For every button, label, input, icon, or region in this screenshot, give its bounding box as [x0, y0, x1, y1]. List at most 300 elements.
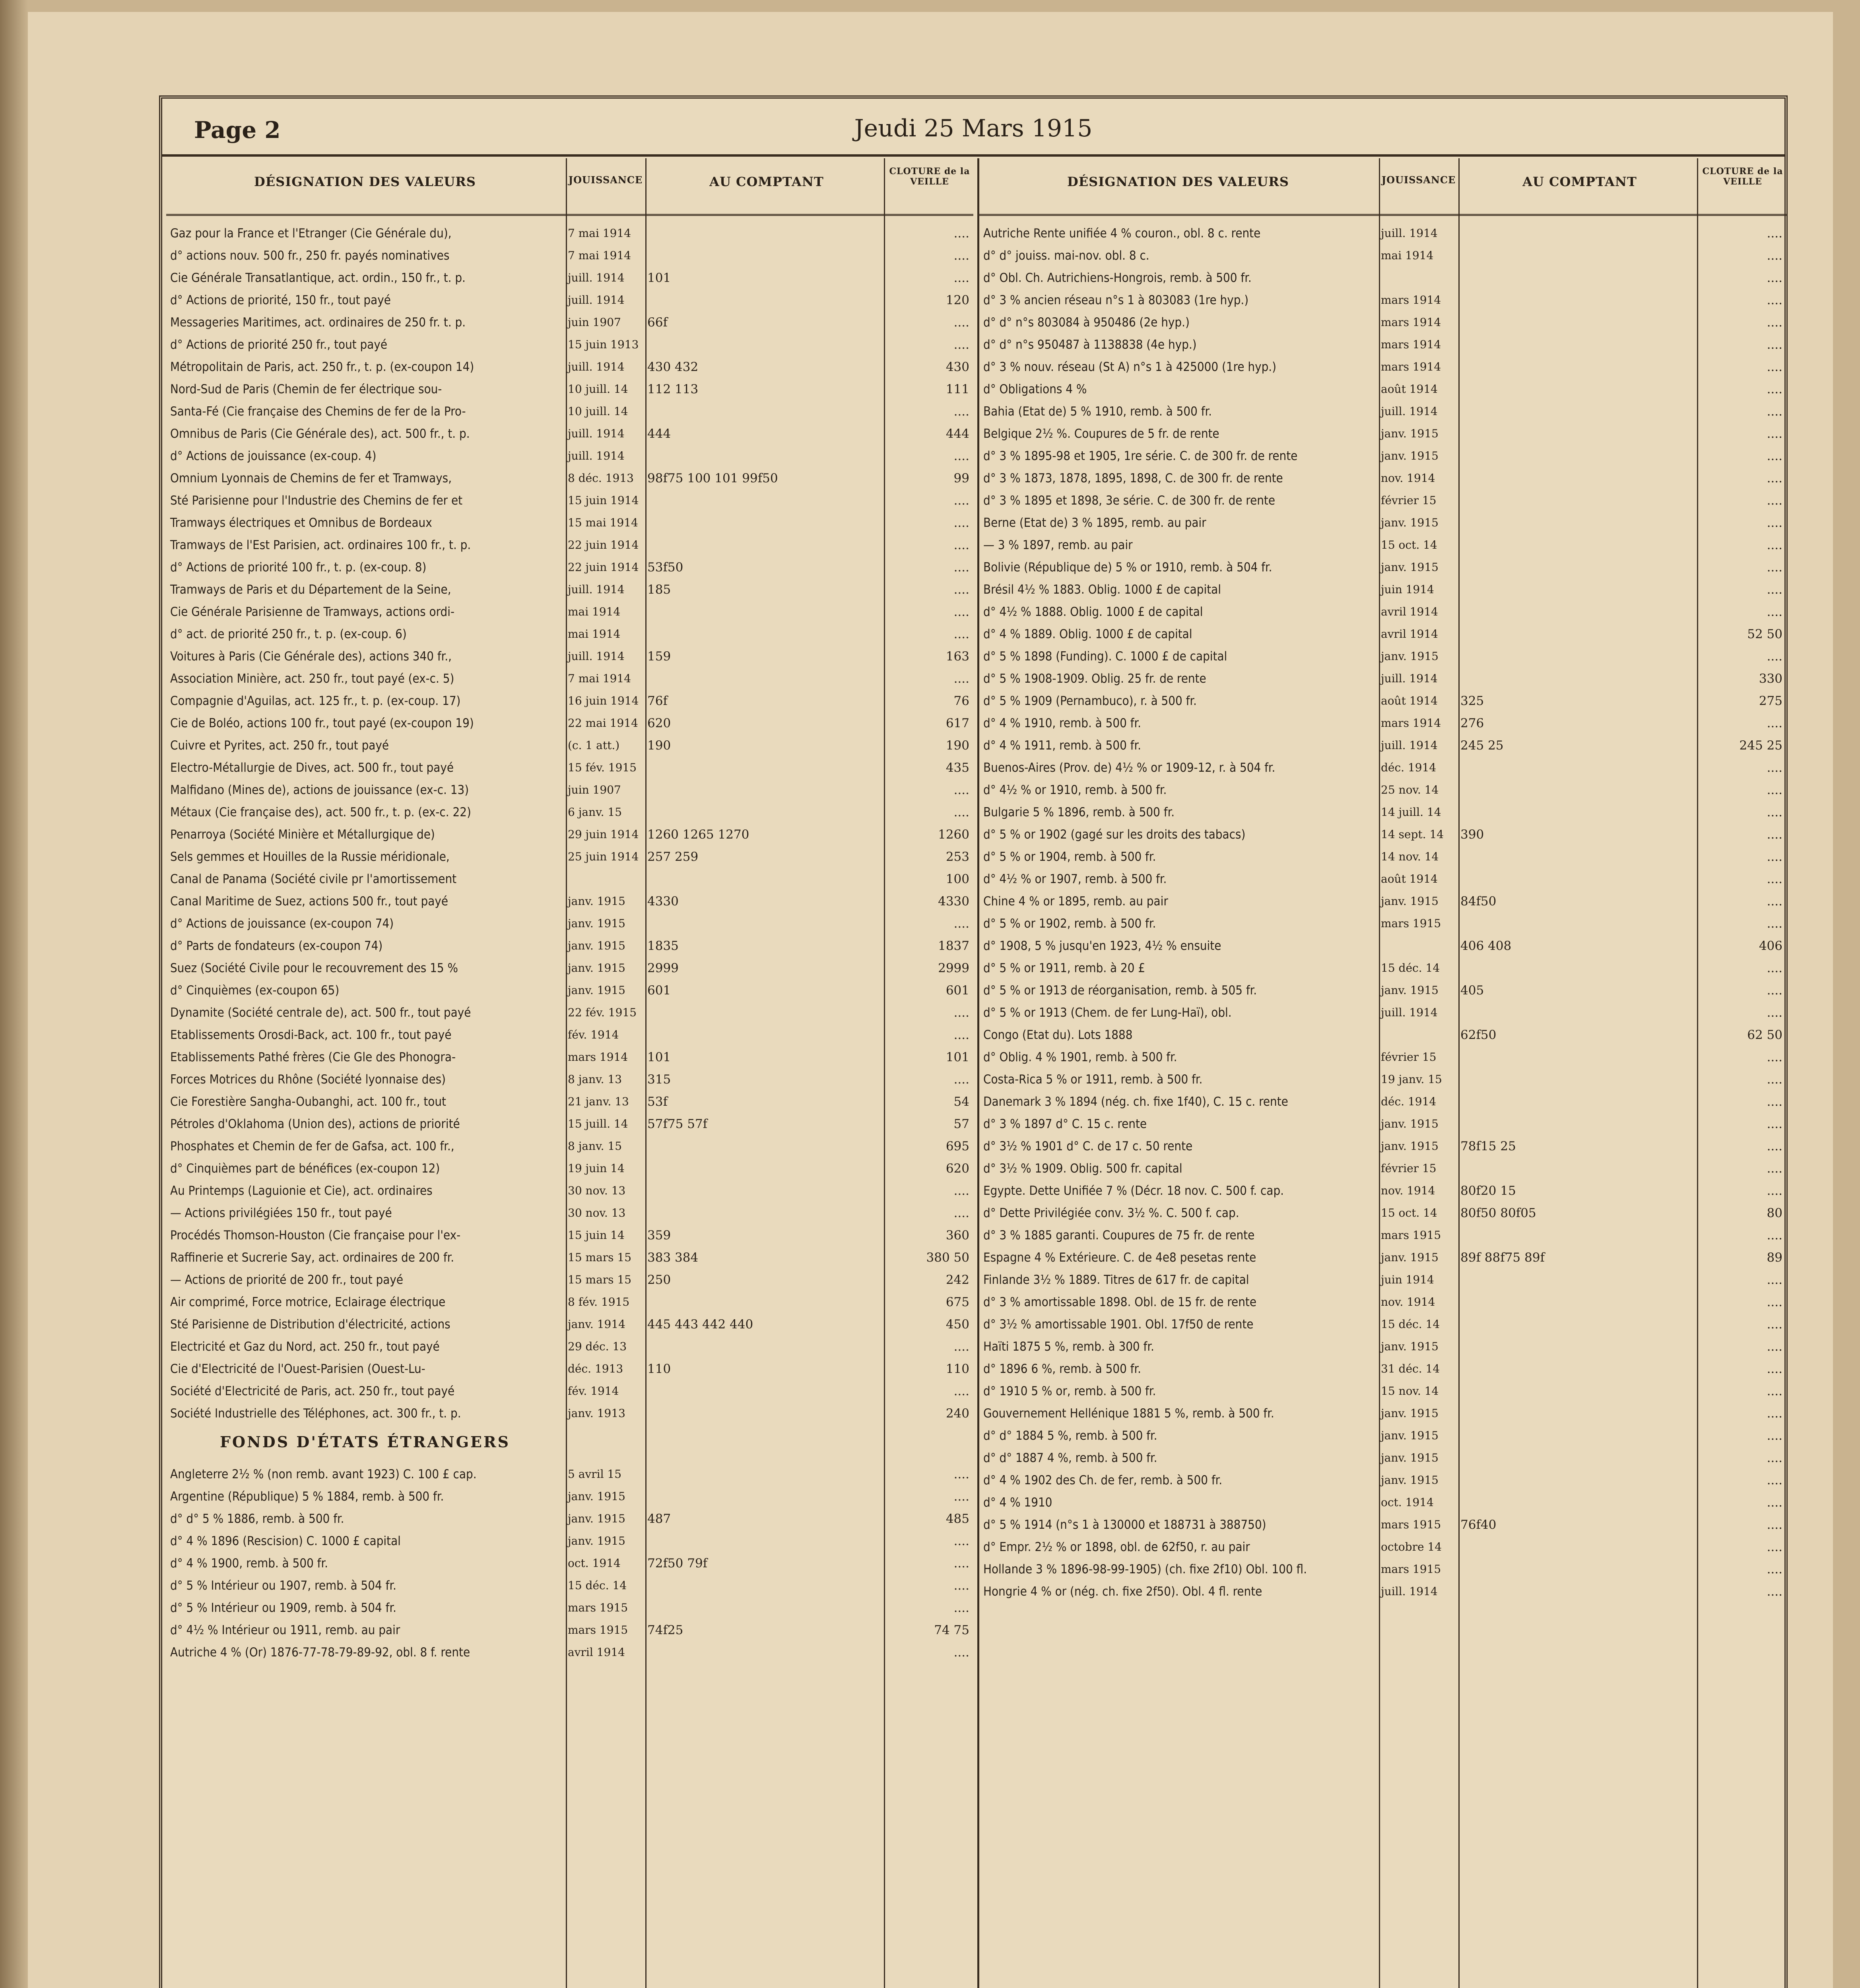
cloture-cell: .... [953, 338, 969, 352]
comptant-cell [643, 916, 882, 931]
jouissance-cell: mars 1914 [1381, 338, 1441, 351]
table-row [979, 738, 1786, 753]
designation-cell: d° 1908, 5 % jusqu'en 1923, 4½ % ensuite [983, 939, 1221, 953]
cloture-cell: .... [1767, 560, 1782, 575]
cloture-cell: 406 [1759, 939, 1782, 953]
cloture-cell: 2999 [938, 961, 969, 975]
comptant-cell [643, 872, 882, 887]
cloture-cell: .... [953, 516, 969, 530]
cloture-cell: .... [953, 783, 969, 797]
table-row [166, 226, 973, 241]
comptant-cell [1456, 1584, 1695, 1599]
designation-cell: Association Minière, act. 250 fr., tout payé (ex-c. 5) [170, 672, 454, 686]
table-row [166, 1489, 973, 1504]
jouissance-cell: janv. 1915 [568, 984, 625, 997]
table-row [979, 1050, 1786, 1065]
comptant-cell [1456, 1050, 1695, 1065]
designation-cell: Bolivie (République de) 5 % or 1910, remb. à 504 fr. [983, 560, 1272, 575]
comptant-cell [643, 248, 882, 263]
jouissance-cell: janv. 1914 [568, 1318, 625, 1331]
jouissance-cell: 15 oct. 14 [1381, 538, 1437, 551]
jouissance-cell: juill. 1914 [568, 271, 625, 284]
table-row [979, 894, 1786, 909]
designation-cell: d° d° 1887 4 %, remb. à 500 fr. [983, 1451, 1157, 1465]
cloture-cell: .... [1767, 1139, 1782, 1153]
cloture-cell: .... [1767, 1584, 1782, 1599]
comptant-cell [643, 1161, 882, 1176]
table-row [166, 916, 973, 931]
table-row [979, 404, 1786, 419]
designation-cell: d° 1910 5 % or, remb. à 500 fr. [983, 1384, 1156, 1398]
table-row [166, 894, 973, 909]
cloture-cell: 601 [946, 983, 969, 998]
designation-cell: Nord-Sud de Paris (Chemin de fer électrique sou- [170, 382, 442, 396]
jouissance-cell: 7 mai 1914 [568, 227, 631, 240]
cloture-cell: .... [1767, 761, 1782, 775]
jouissance-cell: janv. 1915 [1381, 1451, 1439, 1464]
jouissance-cell: mars 1914 [1381, 360, 1441, 373]
cloture-cell: 360 [946, 1228, 969, 1242]
jouissance-cell: 10 juill. 14 [568, 382, 628, 396]
comptant-cell [1456, 1473, 1695, 1488]
designation-cell: d° 3½ % amortissable 1901. Obl. 17f50 de rente [983, 1317, 1254, 1332]
table-row [166, 493, 973, 508]
comptant-cell [1456, 1495, 1695, 1510]
comptant-cell [1456, 1072, 1695, 1087]
designation-cell: Tramways de l'Est Parisien, act. ordinaires 100 fr., t. p. [170, 538, 471, 552]
cloture-cell: 99 [953, 471, 969, 485]
comptant-cell [1456, 1406, 1695, 1421]
table-row [979, 872, 1786, 887]
designation-cell: Bahia (Etat de) 5 % 1910, remb. à 500 fr. [983, 404, 1212, 419]
designation-cell: Angleterre 2½ % (non remb. avant 1923) C. 100 £ cap. [170, 1467, 477, 1481]
comptant-cell [1456, 1361, 1695, 1376]
cloture-cell: .... [1767, 404, 1782, 419]
cloture-cell: .... [1767, 1006, 1782, 1020]
cloture-cell: .... [953, 493, 969, 508]
table-row [979, 1250, 1786, 1265]
cloture-cell: .... [953, 315, 969, 330]
jouissance-cell: déc. 1914 [1381, 761, 1437, 774]
cloture-cell: .... [1767, 1451, 1782, 1465]
comptant-cell [1456, 1562, 1695, 1577]
table-row [979, 1339, 1786, 1354]
cloture-cell: .... [1767, 1072, 1782, 1087]
comptant-cell: 101 [647, 1050, 671, 1064]
designation-cell: d° 5 % Intérieur ou 1909, remb. à 504 fr. [170, 1601, 396, 1615]
cloture-cell: 52 50 [1747, 627, 1782, 641]
table-row [166, 1623, 973, 1638]
cloture-cell: .... [1767, 783, 1782, 797]
cloture-cell: .... [1767, 1117, 1782, 1131]
table-row [979, 1206, 1786, 1221]
jouissance-cell: (c. 1 att.) [568, 739, 620, 752]
cloture-cell: .... [1767, 649, 1782, 664]
comptant-cell [1456, 1450, 1695, 1466]
designation-cell: d° 4 % 1911, remb. à 500 fr. [983, 738, 1141, 753]
comptant-cell [643, 1534, 882, 1549]
designation-cell: Autriche Rente unifiée 4 % couron., obl. 8 c. rente [983, 226, 1261, 241]
jouissance-cell: janv. 1915 [568, 961, 625, 975]
designation-cell: — 3 % 1897, remb. au pair [983, 538, 1133, 552]
comptant-cell: 601 [647, 983, 671, 998]
jouissance-cell: 8 fév. 1915 [568, 1295, 630, 1309]
cloture-cell: .... [953, 1534, 969, 1548]
comptant-cell: 84f50 [1460, 894, 1497, 909]
cloture-cell: .... [1767, 1384, 1782, 1398]
designation-cell: d° Actions de priorité, 150 fr., tout payé [170, 293, 391, 307]
jouissance-cell: 15 nov. 14 [1381, 1384, 1439, 1398]
comptant-cell: 74f25 [647, 1623, 683, 1637]
designation-cell: d° Actions de jouissance (ex-coup. 4) [170, 449, 377, 463]
jouissance-cell: juill. 1914 [568, 449, 625, 462]
cloture-cell: .... [1767, 872, 1782, 886]
designation-cell: d° 4 % 1902 des Ch. de fer, remb. à 500 fr. [983, 1473, 1223, 1487]
designation-cell: d° 4½ % or 1910, remb. à 500 fr. [983, 783, 1167, 797]
jouissance-cell: mars 1914 [1381, 293, 1441, 307]
jouissance-cell: déc. 1914 [1381, 1095, 1437, 1108]
table-row [979, 1361, 1786, 1376]
comptant-cell [643, 1295, 882, 1310]
cloture-cell: .... [1767, 1362, 1782, 1376]
jouissance-cell: mars 1915 [1381, 1563, 1441, 1576]
designation-cell: Espagne 4 % Extérieure. C. de 4e8 pesetas rente [983, 1250, 1256, 1265]
header-jouissance: JOUISSANCE [1381, 174, 1456, 186]
designation-cell: Cie Générale Transatlantique, act. ordin., 150 fr., t. p. [170, 271, 466, 285]
comptant-cell: 406 408 [1460, 939, 1512, 953]
designation-cell: Malfidano (Mines de), actions de jouissance (ex-c. 13) [170, 783, 469, 797]
designation-cell: d° 1896 6 %, remb. à 500 fr. [983, 1362, 1141, 1376]
jouissance-cell: janv. 1915 [1381, 1340, 1439, 1353]
table-row [166, 337, 973, 352]
table-row [166, 404, 973, 419]
table-row [166, 1384, 973, 1399]
designation-cell: Omnium Lyonnais de Chemins de fer et Tramways, [170, 471, 452, 485]
table-row [166, 1600, 973, 1615]
table-row [979, 1005, 1786, 1020]
table-row [979, 1228, 1786, 1243]
comptant-cell [1456, 337, 1695, 352]
comptant-cell: 66f [647, 315, 668, 330]
table-row [979, 1450, 1786, 1466]
cloture-cell: 120 [946, 293, 969, 307]
cloture-cell: .... [1767, 538, 1782, 552]
designation-cell: d° 5 % 1914 (n°s 1 à 130000 et 188731 à 388750) [983, 1518, 1266, 1532]
cloture-cell: 110 [946, 1362, 969, 1376]
table-row [166, 1228, 973, 1243]
designation-cell: d° 3 % 1897 d° C. 15 c. rente [983, 1117, 1147, 1131]
table-row [166, 1005, 973, 1020]
cloture-cell: .... [1767, 226, 1782, 241]
comptant-cell [1456, 359, 1695, 375]
comptant-cell: 1835 [647, 939, 679, 953]
jouissance-cell: janv. 1915 [1381, 650, 1439, 663]
designation-cell: d° 3 % 1873, 1878, 1895, 1898, C. de 300 fr. de rente [983, 471, 1283, 485]
jouissance-cell: 15 juill. 14 [568, 1117, 628, 1130]
cloture-cell: .... [953, 582, 969, 597]
designation-cell: d° Obligations 4 % [983, 382, 1087, 396]
designation-cell: d° 5 % or 1902, remb. à 500 fr. [983, 916, 1156, 931]
designation-cell: d° 3 % 1885 garanti. Coupures de 75 fr. de rente [983, 1228, 1255, 1242]
table-row [166, 1027, 973, 1043]
comptant-cell: 245 25 [1460, 738, 1504, 753]
cloture-cell: .... [953, 1489, 969, 1504]
table-row [979, 1272, 1786, 1287]
designation-cell: d° 4½ % Intérieur ou 1911, remb. au pair [170, 1623, 400, 1637]
cloture-cell: .... [1767, 1295, 1782, 1309]
jouissance-cell: juin 1914 [1381, 1273, 1434, 1286]
jouissance-cell: janv. 1915 [568, 1512, 625, 1525]
cloture-cell: .... [1767, 427, 1782, 441]
jouissance-cell: mars 1915 [568, 1601, 628, 1614]
comptant-cell [1456, 1384, 1695, 1399]
jouissance-cell: 14 nov. 14 [1381, 850, 1439, 863]
table-row [166, 1094, 973, 1109]
designation-cell: Gouvernement Hellénique 1881 5 %, remb. à 500 fr. [983, 1406, 1274, 1421]
designation-cell: d° d° jouiss. mai-nov. obl. 8 c. [983, 248, 1149, 263]
table-row [979, 604, 1786, 619]
comptant-cell [643, 1600, 882, 1615]
jouissance-cell: mai 1914 [1381, 249, 1434, 262]
cloture-cell: .... [953, 1556, 969, 1571]
jouissance-cell: juill. 1914 [1381, 1006, 1438, 1019]
table-row [166, 627, 973, 642]
table-row [979, 359, 1786, 375]
cloture-cell: .... [953, 538, 969, 552]
jouissance-cell: 14 sept. 14 [1381, 828, 1444, 841]
cloture-cell: .... [953, 404, 969, 419]
table-row [166, 716, 973, 731]
cloture-cell: .... [1767, 1473, 1782, 1487]
table-row [979, 1495, 1786, 1510]
jouissance-cell: 15 juin 1913 [568, 338, 639, 351]
table-row [979, 827, 1786, 842]
designation-cell: d° d° n°s 950487 à 1138838 (4e hyp.) [983, 338, 1197, 352]
table-row [979, 1384, 1786, 1399]
designation-cell: Compagnie d'Aguilas, act. 125 fr., t. p. (ex-coup. 17) [170, 694, 461, 708]
cloture-cell: .... [953, 1467, 969, 1481]
jouissance-cell: janv. 1915 [1381, 427, 1439, 440]
jouissance-cell: 15 mars 15 [568, 1251, 632, 1264]
cloture-cell: .... [1767, 582, 1782, 597]
table-row [979, 782, 1786, 798]
table-row [979, 293, 1786, 308]
jouissance-cell: mai 1914 [568, 605, 621, 618]
designation-cell: d° 3 % 1895-98 et 1905, 1re série. C. de 300 fr. de rente [983, 449, 1298, 463]
cloture-cell: .... [953, 1645, 969, 1660]
cloture-cell: 430 [946, 360, 969, 374]
cloture-cell: .... [1767, 1518, 1782, 1532]
jouissance-cell: 22 juin 1914 [568, 538, 639, 551]
table-row [979, 1139, 1786, 1154]
table-row [166, 961, 973, 976]
table-row [166, 1072, 973, 1087]
designation-cell: Bulgarie 5 % 1896, remb. à 500 fr. [983, 805, 1175, 819]
designation-cell: d° Actions de jouissance (ex-coupon 74) [170, 916, 394, 931]
jouissance-cell: déc. 1913 [568, 1362, 623, 1375]
comptant-cell [643, 1139, 882, 1154]
cloture-cell: 163 [946, 649, 969, 664]
table-row [979, 1116, 1786, 1132]
cloture-cell: .... [953, 449, 969, 463]
header-designation: DÉSIGNATION DES VALEURS [1067, 174, 1289, 189]
jouissance-cell: 15 déc. 14 [1381, 1318, 1440, 1331]
jouissance-cell: juill. 1914 [1381, 1585, 1438, 1598]
cloture-cell: .... [953, 560, 969, 575]
cloture-cell: .... [953, 605, 969, 619]
comptant-cell [643, 1384, 882, 1399]
cloture-cell: .... [1767, 1161, 1782, 1176]
comptant-cell [1456, 627, 1695, 642]
jouissance-cell: mars 1915 [1381, 917, 1441, 930]
jouissance-cell: oct. 1914 [1381, 1496, 1434, 1509]
jouissance-cell: janv. 1915 [568, 917, 625, 930]
designation-cell: d° 5 % Intérieur ou 1907, remb. à 504 fr. [170, 1578, 396, 1593]
designation-cell: d° 5 % or 1913 (Chem. de fer Lung-Haï), obl. [983, 1006, 1232, 1020]
table-row [166, 693, 973, 709]
designation-cell: Electro-Métallurgie de Dives, act. 500 fr., tout payé [170, 761, 454, 775]
table-row [979, 1317, 1786, 1332]
table-row [979, 1540, 1786, 1555]
comptant-cell [643, 1467, 882, 1482]
comptant-cell [1456, 1317, 1695, 1332]
table-row [166, 582, 973, 597]
jouissance-cell: juin 1907 [568, 316, 621, 329]
comptant-cell: 4330 [647, 894, 679, 909]
table-row [979, 448, 1786, 464]
designation-cell: Air comprimé, Force motrice, Eclairage électrique [170, 1295, 446, 1309]
designation-cell: d° 4 % 1896 (Rescision) C. 1000 £ capital [170, 1534, 401, 1548]
table-row [979, 270, 1786, 285]
designation-cell: Congo (Etat du). Lots 1888 [983, 1028, 1133, 1042]
comptant-cell [643, 1183, 882, 1198]
cloture-cell: .... [953, 1340, 969, 1354]
comptant-cell [1456, 293, 1695, 308]
designation-cell: Cie de Boléo, actions 100 fr., tout payé (ex-coupon 19) [170, 716, 474, 730]
jouissance-cell: janv. 1913 [568, 1407, 625, 1420]
table-row [166, 1295, 973, 1310]
cloture-cell: .... [1767, 449, 1782, 463]
comptant-cell: 487 [647, 1512, 671, 1526]
designation-cell: — Actions privilégiées 150 fr., tout payé [170, 1206, 392, 1220]
header-cloture: CLOTURE de la VEILLE [1702, 166, 1783, 187]
designation-cell: d° Empr. 2½ % or 1898, obl. de 62f50, r. au pair [983, 1540, 1250, 1554]
cloture-cell: .... [1767, 248, 1782, 263]
comptant-cell [1456, 560, 1695, 575]
table-row [979, 938, 1786, 953]
cloture-cell: .... [953, 1601, 969, 1615]
designation-cell: d° 5 % 1908-1909. Oblig. 25 fr. de rente [983, 672, 1206, 686]
jouissance-cell: juill. 1914 [1381, 227, 1438, 240]
cloture-cell: .... [1767, 1273, 1782, 1287]
cloture-cell: .... [1767, 827, 1782, 842]
comptant-cell [1456, 471, 1695, 486]
comptant-cell [643, 538, 882, 553]
table-row [979, 1428, 1786, 1443]
table-row [979, 849, 1786, 864]
table-row [166, 1250, 973, 1265]
designation-cell: Métaux (Cie française des), act. 500 fr., t. p. (ex-c. 22) [170, 805, 471, 819]
cloture-cell: .... [953, 1384, 969, 1398]
jouissance-cell: août 1914 [1381, 382, 1438, 396]
comptant-cell [643, 226, 882, 241]
comptant-cell [1456, 1339, 1695, 1354]
designation-cell: Métropolitain de Paris, act. 250 fr., t. p. (ex-coupon 14) [170, 360, 474, 374]
table-row [979, 716, 1786, 731]
table-row [166, 1534, 973, 1549]
table-row [166, 849, 973, 864]
table-row [979, 805, 1786, 820]
comptant-cell [1456, 671, 1695, 686]
comptant-cell: 620 [647, 716, 671, 730]
cloture-cell: 240 [946, 1406, 969, 1421]
jouissance-cell [1377, 938, 1456, 953]
jouissance-cell: 29 déc. 13 [568, 1340, 627, 1353]
jouissance-cell: janv. 1915 [1381, 1429, 1439, 1442]
cloture-cell: 4330 [938, 894, 969, 909]
designation-cell: d° 5 % 1898 (Funding). C. 1000 £ de capital [983, 649, 1227, 664]
jouissance-cell: avril 1914 [568, 1646, 625, 1659]
comptant-cell [1456, 315, 1695, 330]
designation-cell: d° 4 % 1889. Oblig. 1000 £ de capital [983, 627, 1192, 641]
comptant-cell [643, 1578, 882, 1593]
cloture-cell: 444 [946, 427, 969, 441]
jouissance-cell: 8 déc. 1913 [568, 472, 634, 485]
comptant-cell [643, 627, 882, 642]
jouissance-cell: juill. 1914 [1381, 672, 1438, 685]
comptant-cell [1456, 1161, 1695, 1176]
table-row [979, 560, 1786, 575]
jouissance-cell [1377, 1027, 1456, 1043]
jouissance-cell: mars 1914 [1381, 316, 1441, 329]
table-row [166, 1206, 973, 1221]
cloture-cell: 74 75 [934, 1623, 969, 1637]
table-row [166, 1272, 973, 1287]
designation-cell: Tramways électriques et Omnibus de Bordeaux [170, 516, 432, 530]
designation-cell: Etablissements Orosdi-Back, act. 100 fr., tout payé [170, 1028, 452, 1042]
jouissance-cell: 15 juin 1914 [568, 494, 639, 507]
designation-cell: Santa-Fé (Cie française des Chemins de fer de la Pro- [170, 404, 466, 419]
comptant-cell [1456, 1005, 1695, 1020]
jouissance-cell: nov. 1914 [1381, 1184, 1435, 1197]
designation-cell: Electricité et Gaz du Nord, act. 250 fr., tout payé [170, 1340, 440, 1354]
designation-cell: d° Dette Privilégiée conv. 3½ %. C. 500 f. cap. [983, 1206, 1239, 1220]
comptant-cell [1456, 248, 1695, 263]
designation-cell: Phosphates et Chemin de fer de Gafsa, act. 100 fr., [170, 1139, 454, 1153]
table-row [979, 1406, 1786, 1421]
table-row [979, 1072, 1786, 1087]
designation-cell: Dynamite (Société centrale de), act. 500 fr., tout payé [170, 1006, 471, 1020]
left-column [166, 158, 973, 1988]
comptant-cell [643, 805, 882, 820]
table-row [979, 1161, 1786, 1176]
cloture-cell: .... [1767, 1095, 1782, 1109]
table-row [166, 248, 973, 263]
table-row [166, 270, 973, 285]
comptant-cell [643, 1005, 882, 1020]
cloture-cell: .... [953, 271, 969, 285]
header-au-comptant: AU COMPTANT [1522, 174, 1637, 189]
cloture-cell: 54 [953, 1095, 969, 1109]
comptant-cell [1456, 872, 1695, 887]
designation-cell: d° Obl. Ch. Autrichiens-Hongrois, remb. à 500 fr. [983, 271, 1252, 285]
cloture-cell: .... [953, 1028, 969, 1042]
jouissance-cell: avril 1914 [1381, 627, 1438, 641]
jouissance-cell: juill. 1914 [568, 293, 625, 307]
comptant-cell [1456, 515, 1695, 530]
jouissance-cell: octobre 14 [1381, 1540, 1442, 1553]
cloture-cell: .... [1767, 805, 1782, 819]
